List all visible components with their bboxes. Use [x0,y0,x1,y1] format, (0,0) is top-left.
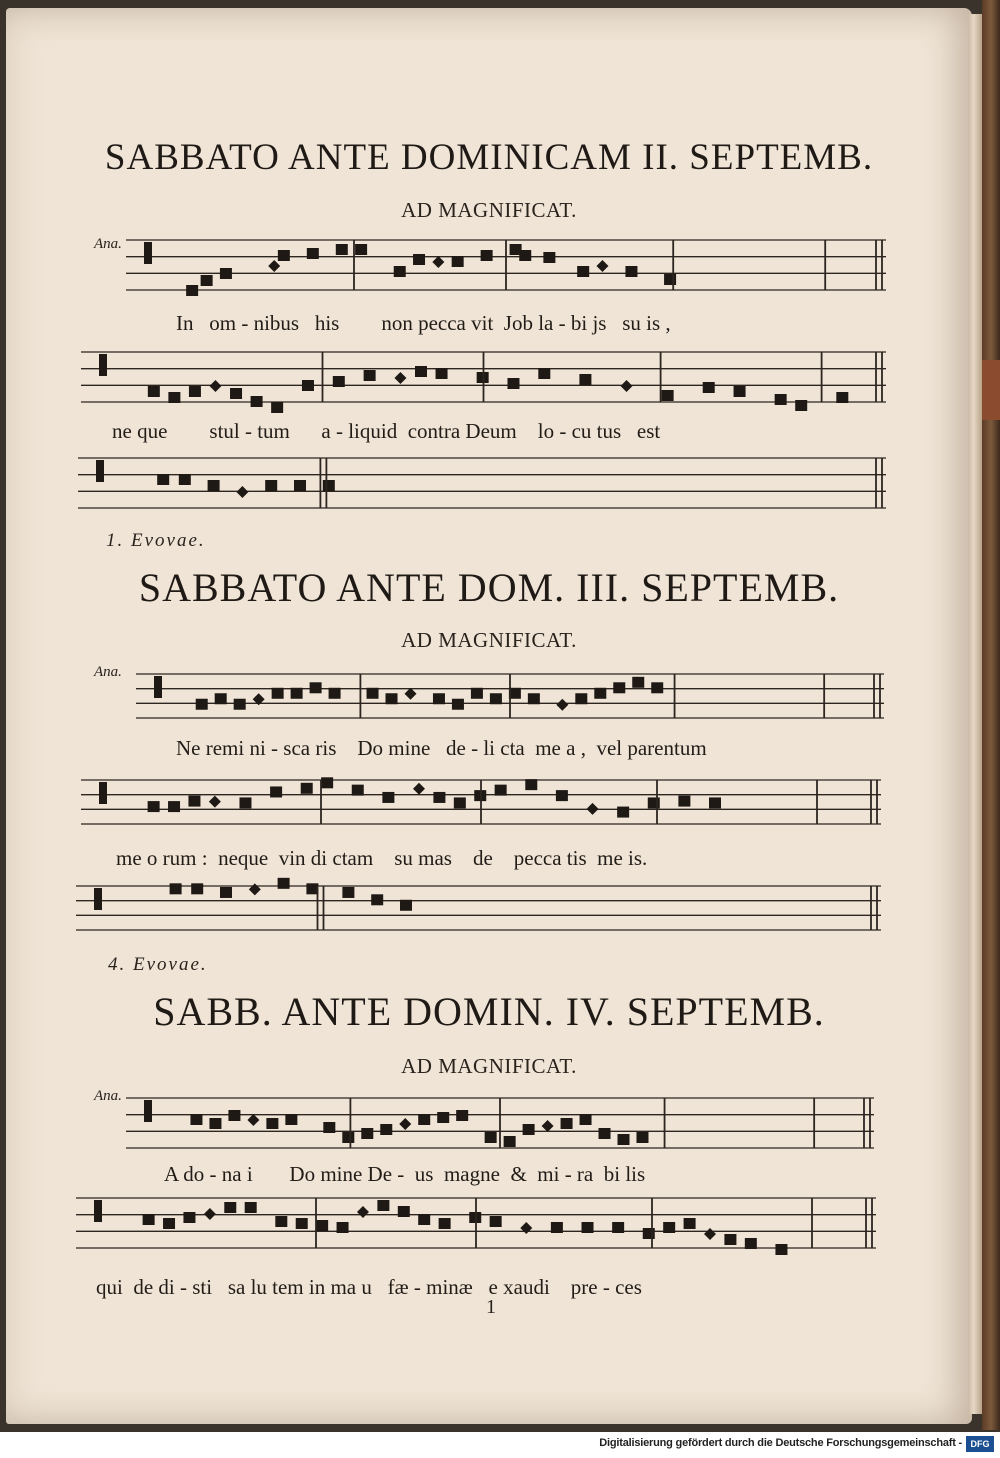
neume [183,1212,195,1223]
page-number: 1 [486,1296,496,1318]
neume [703,382,715,393]
neume [456,1110,468,1121]
neume [520,1222,532,1234]
neume [504,1136,516,1147]
neume [481,250,493,261]
footer-credit: Digitalisierung gefördert durch die Deutsche Forschungsgemeinschaft - [599,1437,962,1449]
neume [437,1112,449,1123]
neume [364,370,376,381]
staff-1-1 [126,230,886,300]
neume [528,693,540,704]
neume [648,797,660,808]
neume [382,792,394,803]
neume [663,1222,675,1233]
neume [268,260,280,272]
neume [294,480,306,491]
staff-2-2 [81,770,881,834]
neume [278,250,290,261]
neume [209,380,221,392]
clef-mark [144,242,152,264]
neume [519,250,531,261]
clef-mark [96,460,104,482]
neume [270,786,282,797]
section-2-lyrics-1: Ne remi ni - sca ris Do mine de - li cta me a , vel parentum [176,736,707,760]
neume [704,1228,716,1240]
neume [336,244,348,255]
section-1-subtitle: AD MAGNIFICAT. [401,198,577,222]
neume [664,274,676,285]
neume [836,392,848,403]
staff-1-3 [78,448,886,518]
neume [418,1214,430,1225]
neume [170,883,182,894]
neume [275,1216,287,1227]
neume [148,801,160,812]
neume [296,1218,308,1229]
neume [561,1118,573,1129]
neume [394,266,406,277]
neume [678,796,690,807]
neume [234,699,246,710]
neume [579,374,591,385]
neume [734,386,746,397]
neume [188,796,200,807]
neume [272,688,284,699]
neume [643,1228,655,1239]
neume [587,803,599,815]
neume [337,1222,349,1233]
neume [228,1110,240,1121]
neume [599,1128,611,1139]
staff-2-3 [76,876,881,940]
neume [775,1244,787,1255]
neume [433,693,445,704]
neume [621,380,633,392]
neume [400,900,412,911]
neume [215,693,227,704]
section-1-evovae: 1. Evovae. [106,530,206,551]
neume [433,792,445,803]
clef-mark [94,1200,102,1222]
section-1-lyrics-1: In om - nibus his non pecca vit Job la - bi js su is , [176,311,671,335]
neume [507,378,519,389]
neume [209,1118,221,1129]
neume [632,677,644,688]
neume [582,1222,594,1233]
neume [310,682,322,693]
neume [580,1114,592,1125]
neume [321,777,333,788]
staff-1-2 [81,342,886,412]
neume [201,275,213,286]
neume [157,474,169,485]
neume [316,1220,328,1231]
neume [224,1202,236,1213]
neume [415,366,427,377]
page [6,8,972,1424]
neume [189,386,201,397]
neume [452,699,464,710]
neume [367,688,379,699]
neume [266,1118,278,1129]
neume [651,682,663,693]
neume [377,1200,389,1211]
section-3-subtitle: AD MAGNIFICAT. [401,1054,577,1078]
neume [543,252,555,263]
neume [190,1114,202,1125]
neume [342,1132,354,1143]
neume [745,1238,757,1249]
neume [684,1218,696,1229]
neume [148,386,160,397]
neume [452,256,464,267]
neume [191,883,203,894]
neume [525,779,537,790]
neume [271,402,283,413]
neume [220,887,232,898]
neume [204,1208,216,1220]
neume [413,783,425,795]
neume [285,1114,297,1125]
neume [168,392,180,403]
neume [220,268,232,279]
neume [724,1234,736,1245]
neume [278,878,290,889]
neume [495,785,507,796]
neume [404,688,416,700]
clef-mark [154,676,162,698]
neume [352,785,364,796]
page-edge [968,14,982,1414]
clef-mark [94,888,102,910]
neume [265,480,277,491]
neume [471,688,483,699]
neume [454,797,466,808]
staff-3-1 [126,1088,874,1158]
neume [662,390,674,401]
section-3-title: SABB. ANTE DOMIN. IV. SEPTEMB. [153,989,825,1034]
neume [307,248,319,259]
clef-mark [99,782,107,804]
neume [361,1128,373,1139]
neume [371,894,383,905]
section-2-evovae: 4. Evovae. [108,954,208,975]
neume [490,693,502,704]
neume [577,266,589,277]
clef-mark [99,354,107,376]
neume [636,1132,648,1143]
neume [168,801,180,812]
neume [209,796,221,808]
section-1-ana-label: Ana. [94,236,122,252]
bookmark-ribbon [982,360,1000,420]
dfg-logo: DFG [966,1436,994,1452]
neume [163,1218,175,1229]
neume [556,699,568,711]
section-3-lyrics-1: A do - na i Do mine De - us magne & mi - ra bi lis [164,1162,646,1186]
neume [795,400,807,411]
neume [432,256,444,268]
neume [551,1222,563,1233]
neume [245,1202,257,1213]
neume [380,1124,392,1135]
neume [618,1134,630,1145]
section-3-ana-label: Ana. [94,1088,122,1104]
neume [291,688,303,699]
section-2-lyrics-2: me o rum : neque vin di ctam su mas de pecca tis me is. [116,846,648,870]
neume [196,699,208,710]
neume [594,688,606,699]
neume [249,883,261,895]
section-2-title: SABBATO ANTE DOM. III. SEPTEMB. [138,565,840,610]
neume [436,368,448,379]
neume [418,1114,430,1125]
neume [230,388,242,399]
neume [333,376,345,387]
staff-3-2 [76,1188,876,1258]
section-3-lyrics-2: qui de di - sti sa lu tem in ma u fæ - minæ e xaudi pre - ces [96,1275,642,1299]
neume [186,285,198,296]
neume [542,1120,554,1132]
neume [302,380,314,391]
neume [251,396,263,407]
neume [386,693,398,704]
section-2-subtitle: AD MAGNIFICAT. [401,628,577,652]
neume [323,1122,335,1133]
neume [357,1206,369,1218]
neume [775,394,787,405]
neume [596,260,608,272]
neume [239,797,251,808]
neume [613,682,625,693]
neume [612,1222,624,1233]
neume [398,1206,410,1217]
neume [485,1132,497,1143]
neume [617,807,629,818]
neume [179,474,191,485]
neume [143,1214,155,1225]
neume [413,254,425,265]
book-binding [982,0,1000,1430]
neume [355,244,367,255]
neume [323,480,335,491]
neume [399,1118,411,1130]
neume [208,480,220,491]
staff-2-1 [136,664,884,728]
neume [236,486,248,498]
neume [439,1218,451,1229]
section-1-title: SABBATO ANTE DOMINICAM II. SEPTEMB. [104,137,874,178]
neume [490,1216,502,1227]
neume [301,783,313,794]
section-2-ana-label: Ana. [94,664,122,680]
digitization-footer [0,1432,1000,1458]
neume [556,790,568,801]
neume [538,368,550,379]
neume [342,887,354,898]
neume [394,372,406,384]
clef-mark [144,1100,152,1122]
neume [575,693,587,704]
neume [709,797,721,808]
neume [247,1114,259,1126]
neume [625,266,637,277]
neume [329,688,341,699]
neume [523,1124,535,1135]
section-1-lyrics-2: ne que stul - tum a - liquid contra Deum lo - cu tus est [112,419,661,443]
